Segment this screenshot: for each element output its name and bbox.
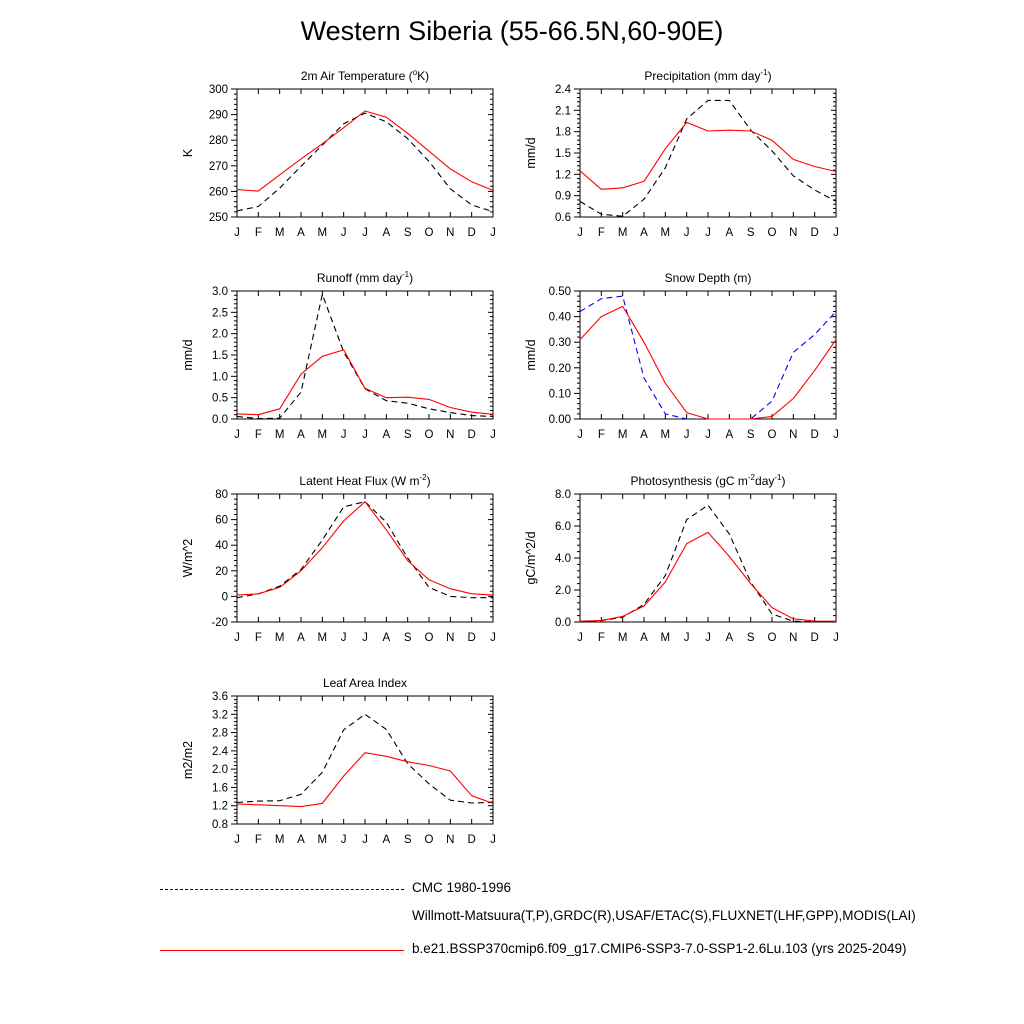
x-tick-label: A: [382, 834, 391, 846]
y-tick-label: 1.5: [555, 148, 571, 160]
panel-title: Precipitation (mm day$^{-1}$): [644, 68, 772, 83]
y-tick-label: 1.2: [212, 800, 228, 813]
x-tick-label: A: [725, 429, 734, 441]
plot-frame: [237, 494, 493, 622]
panel-title: 2m Air Temperature ($^o$K): [300, 68, 430, 83]
x-tick-label: J: [577, 227, 583, 239]
x-tick-label: M: [617, 632, 628, 644]
series-line-model: [237, 502, 493, 595]
y-tick-label: 0.6: [555, 212, 571, 224]
y-tick-label: 6.0: [555, 521, 571, 533]
x-tick-label: J: [577, 632, 583, 644]
y-tick-label: 0.20: [548, 362, 571, 375]
y-tick-label: 20: [215, 565, 228, 578]
legend-label-obs: Willmott-Matsuura(T,P),GRDC(R),USAF/ETAC(S),FLUXNET(LHF,GPP),MODIS(LAI): [412, 908, 916, 923]
x-tick-label: J: [362, 834, 368, 846]
x-tick-label: M: [274, 227, 285, 239]
y-tick-label: 270: [208, 160, 228, 173]
series-line-obs: [580, 100, 836, 216]
y-tick-label: 0.0: [555, 617, 571, 629]
y-axis-label: m2/m2: [181, 740, 195, 780]
y-tick-label: 0.5: [212, 392, 228, 405]
x-tick-label: A: [725, 632, 734, 644]
y-tick-label: 0.30: [548, 337, 571, 350]
series-line-model: [237, 111, 493, 191]
x-tick-label: M: [660, 227, 671, 239]
x-tick-label: N: [789, 227, 798, 239]
series-line-obs2: [580, 296, 836, 419]
plot-frame: [237, 696, 493, 824]
x-tick-label: J: [362, 632, 368, 644]
x-tick-label: D: [810, 227, 819, 239]
x-tick-label: M: [274, 429, 285, 441]
y-tick-label: 0.40: [548, 311, 571, 324]
x-tick-label: O: [767, 429, 777, 441]
x-tick-label: J: [833, 632, 839, 644]
x-tick-label: F: [597, 632, 605, 644]
panel-title: Runoff (mm day$^{-1}$): [316, 270, 414, 285]
series-line-model: [237, 753, 493, 807]
x-tick-label: O: [424, 429, 434, 441]
x-tick-label: A: [297, 429, 305, 441]
y-tick-label: 290: [208, 109, 228, 122]
series-line-obs: [580, 505, 836, 622]
plot-frame: [580, 89, 836, 217]
x-tick-label: A: [640, 632, 648, 644]
x-tick-label: J: [705, 227, 711, 239]
plot-frame: [580, 291, 836, 419]
x-tick-label: J: [490, 834, 496, 846]
x-tick-label: J: [340, 834, 347, 846]
y-tick-label: 3.0: [212, 286, 228, 298]
x-tick-label: M: [317, 632, 328, 644]
x-tick-label: M: [317, 227, 328, 239]
x-tick-label: J: [705, 632, 711, 644]
y-tick-label: 0.10: [548, 388, 571, 401]
y-tick-label: 2.0: [212, 328, 228, 341]
x-tick-label: J: [705, 429, 711, 441]
panel-title: Latent Heat Flux (W $m^{-2}$): [299, 473, 431, 488]
x-tick-label: D: [467, 227, 476, 239]
x-tick-label: F: [254, 834, 262, 846]
panel-title: Snow Depth (m): [664, 271, 752, 285]
y-tick-label: 1.8: [555, 126, 571, 139]
x-tick-label: F: [254, 429, 262, 441]
x-tick-label: J: [362, 227, 368, 239]
panel-temp: [181, 68, 496, 239]
y-tick-label: 80: [215, 489, 228, 501]
x-tick-label: J: [234, 429, 240, 441]
x-tick-label: F: [597, 227, 605, 239]
x-tick-label: M: [617, 429, 628, 441]
x-tick-label: A: [382, 227, 391, 239]
y-axis-label: mm/d: [181, 339, 195, 371]
legend-line-model: [160, 950, 404, 951]
series-line-obs: [237, 502, 493, 598]
x-tick-label: S: [403, 632, 412, 644]
y-tick-label: 0.50: [548, 286, 571, 298]
y-tick-label: 2.4: [212, 745, 228, 758]
main-title: Western Siberia (55-66.5N,60-90E): [300, 16, 724, 46]
x-tick-label: D: [467, 834, 476, 846]
x-tick-label: J: [490, 227, 496, 239]
x-tick-label: S: [403, 834, 412, 846]
y-tick-label: 1.5: [212, 350, 228, 362]
y-tick-label: 2.1: [555, 105, 571, 118]
y-tick-label: 3.2: [212, 709, 228, 722]
x-tick-label: M: [274, 834, 285, 846]
y-tick-label: 250: [208, 212, 228, 224]
x-tick-label: N: [446, 227, 455, 239]
series-line-model: [580, 306, 836, 419]
y-tick-label: 0: [221, 591, 228, 604]
y-axis-label: W/m^2: [181, 538, 195, 578]
x-tick-label: O: [424, 834, 434, 846]
x-tick-label: S: [746, 227, 755, 239]
y-tick-label: 2.0: [212, 764, 228, 777]
x-tick-label: S: [746, 632, 755, 644]
y-tick-label: 1.6: [212, 782, 228, 795]
series-line-model: [580, 532, 836, 621]
y-tick-label: 0.0: [212, 414, 228, 426]
x-tick-label: O: [424, 632, 434, 644]
x-tick-label: J: [683, 632, 690, 644]
y-tick-label: 8.0: [555, 489, 571, 501]
y-axis-label: mm/d: [524, 339, 538, 371]
x-tick-label: M: [317, 429, 328, 441]
x-tick-label: N: [789, 429, 798, 441]
x-tick-label: N: [789, 632, 798, 644]
y-tick-label: 300: [208, 84, 228, 96]
plot-frame: [237, 89, 493, 217]
series-line-obs: [237, 113, 493, 212]
x-tick-label: D: [467, 429, 476, 441]
x-tick-label: A: [640, 227, 648, 239]
x-tick-label: J: [833, 429, 839, 441]
x-tick-label: J: [340, 429, 347, 441]
x-tick-label: J: [362, 429, 368, 441]
x-tick-label: N: [446, 429, 455, 441]
y-tick-label: 2.0: [555, 585, 571, 597]
x-tick-label: A: [382, 429, 391, 441]
panel-snow: [524, 271, 839, 441]
y-tick-label: 3.6: [212, 691, 228, 703]
x-tick-label: O: [424, 227, 434, 239]
x-tick-label: J: [683, 227, 690, 239]
x-tick-label: D: [467, 632, 476, 644]
x-tick-label: N: [446, 834, 455, 846]
legend-line-cmc: [160, 889, 404, 890]
x-tick-label: J: [234, 632, 240, 644]
x-tick-label: M: [274, 632, 285, 644]
x-tick-label: J: [683, 429, 690, 441]
series-line-obs: [237, 714, 493, 803]
series-line-obs: [237, 294, 493, 418]
x-tick-label: J: [340, 632, 347, 644]
x-tick-label: J: [490, 632, 496, 644]
y-tick-label: -20: [211, 617, 228, 629]
y-tick-label: 260: [208, 186, 228, 199]
y-tick-label: 4.0: [555, 553, 571, 565]
y-tick-label: 280: [208, 135, 228, 148]
series-line-model: [580, 122, 836, 189]
x-tick-label: F: [254, 227, 262, 239]
y-tick-label: 2.4: [555, 84, 571, 96]
x-tick-label: J: [234, 227, 240, 239]
x-tick-label: M: [317, 834, 328, 846]
panel-title: Leaf Area Index: [322, 676, 408, 690]
x-tick-label: S: [403, 227, 412, 239]
legend-label-model: b.e21.BSSP370cmip6.f09_g17.CMIP6-SSP3-7.0-SSP1-2.6Lu.103 (yrs 2025-2049): [412, 941, 907, 956]
legend-label-cmc: CMC 1980-1996: [412, 880, 512, 895]
series-line-model: [237, 350, 493, 415]
panel-lai: [181, 676, 496, 846]
panel-precip: [524, 68, 839, 239]
y-tick-label: 2.8: [212, 727, 228, 740]
x-tick-label: S: [746, 429, 755, 441]
x-tick-label: J: [577, 429, 583, 441]
x-tick-label: O: [767, 227, 777, 239]
plot-frame: [580, 494, 836, 622]
plot-frame: [237, 291, 493, 419]
x-tick-label: M: [617, 227, 628, 239]
y-tick-label: 0.9: [555, 190, 571, 203]
y-tick-label: 0.00: [548, 414, 571, 426]
x-tick-label: J: [833, 227, 839, 239]
x-tick-label: D: [810, 632, 819, 644]
panel-gpp: [524, 473, 839, 644]
x-tick-label: D: [810, 429, 819, 441]
panel-title: Photosynthesis (gC $m^{-2}day^{-1}$): [630, 473, 786, 488]
x-tick-label: F: [597, 429, 605, 441]
x-tick-label: M: [660, 632, 671, 644]
y-tick-label: 0.8: [212, 819, 228, 831]
x-tick-label: A: [725, 227, 734, 239]
x-tick-label: J: [234, 834, 240, 846]
x-tick-label: A: [382, 632, 391, 644]
x-tick-label: J: [340, 227, 347, 239]
y-axis-label: gC/m^2/d: [524, 531, 538, 585]
y-axis-label: K: [181, 148, 195, 158]
x-tick-label: O: [767, 632, 777, 644]
y-tick-label: 60: [215, 514, 228, 527]
x-tick-label: A: [297, 632, 305, 644]
x-tick-label: S: [403, 429, 412, 441]
y-tick-label: 2.5: [212, 307, 228, 320]
y-tick-label: 40: [215, 540, 228, 553]
panel-lhf: [181, 473, 496, 644]
panel-runoff: [181, 270, 496, 441]
x-tick-label: A: [640, 429, 648, 441]
x-tick-label: A: [297, 834, 305, 846]
y-tick-label: 1.0: [212, 371, 228, 384]
x-tick-label: N: [446, 632, 455, 644]
y-axis-label: mm/d: [524, 137, 538, 169]
x-tick-label: M: [660, 429, 671, 441]
y-tick-label: 1.2: [555, 169, 571, 182]
x-tick-label: A: [297, 227, 305, 239]
x-tick-label: J: [490, 429, 496, 441]
x-tick-label: F: [254, 632, 262, 644]
